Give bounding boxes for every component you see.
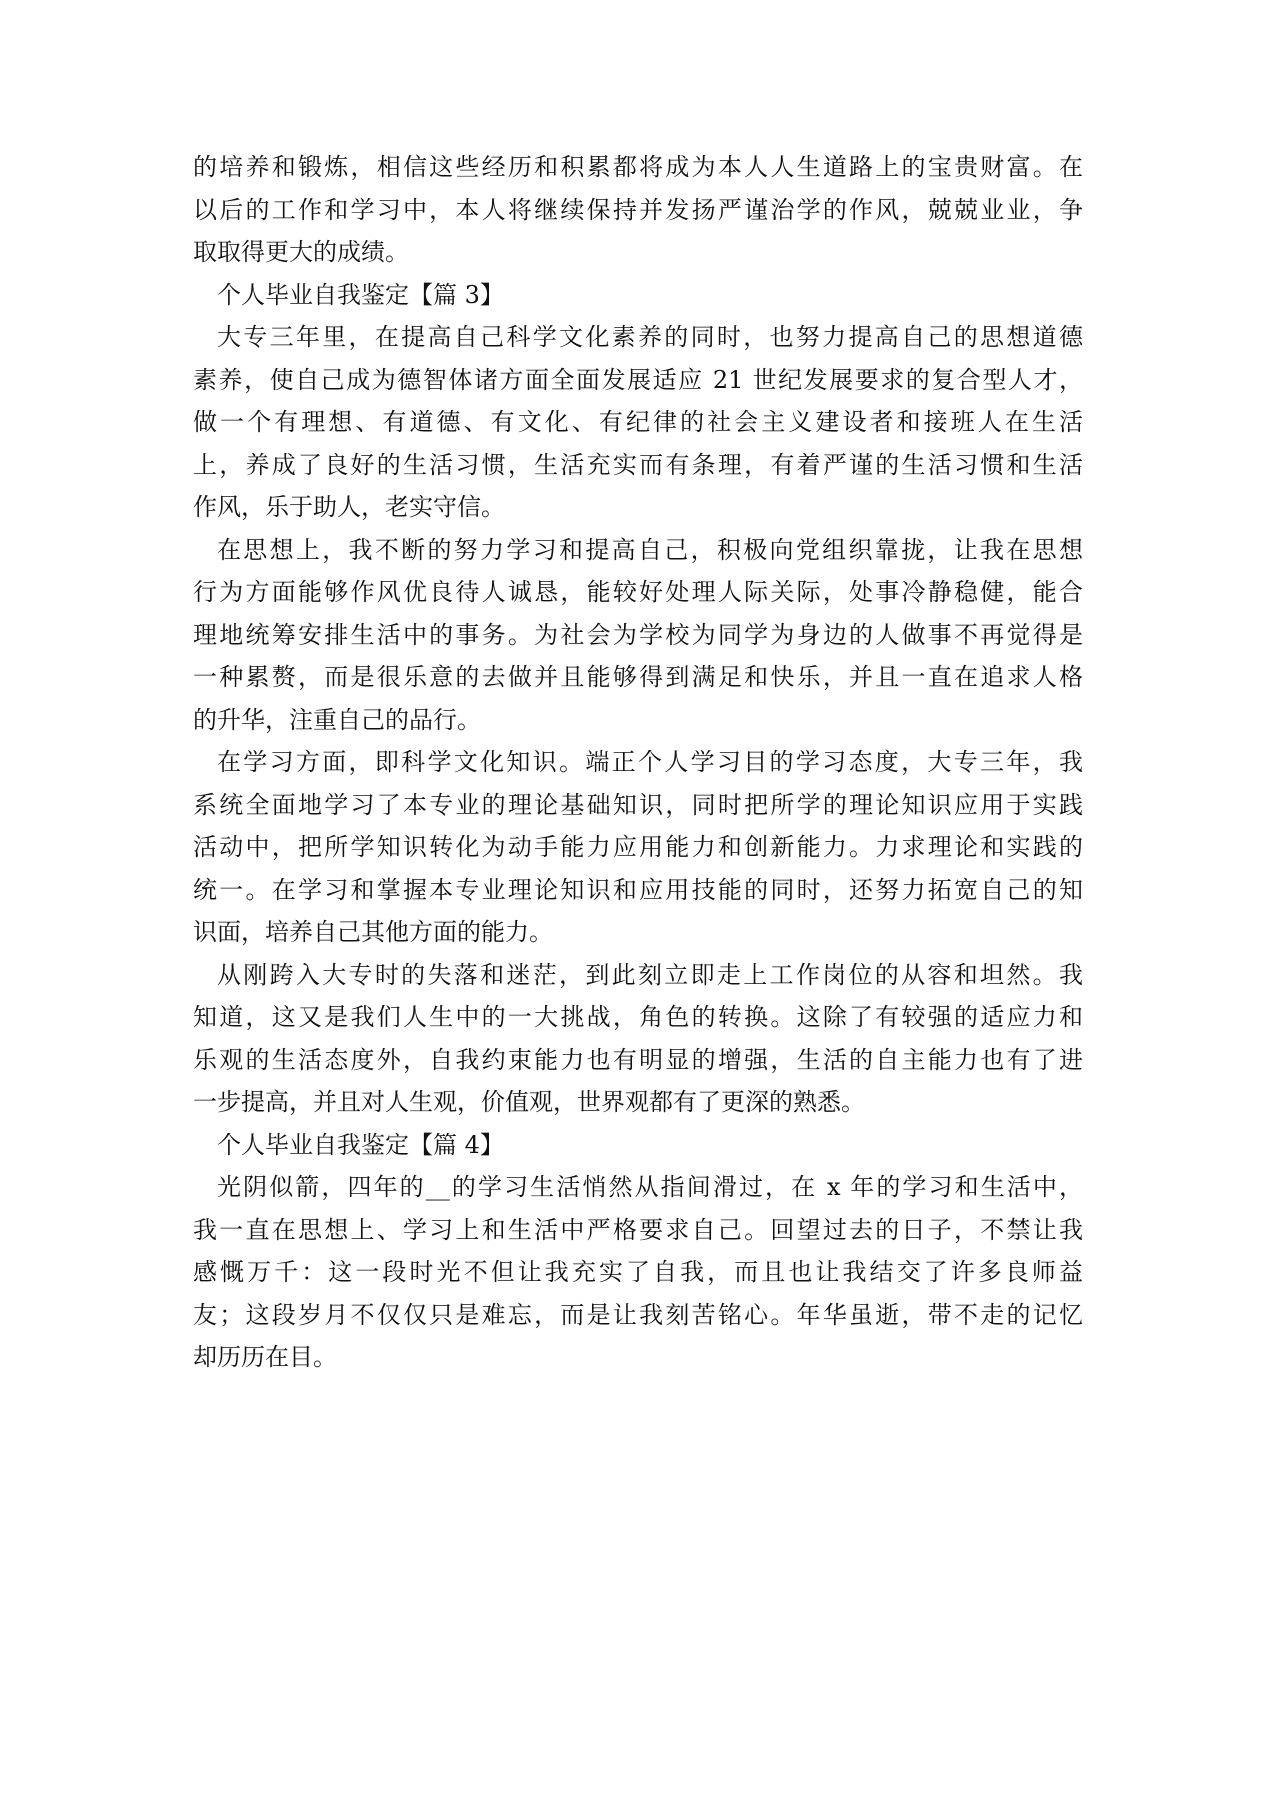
- paragraph: [193, 1166, 1083, 1379]
- paragraph: [193, 316, 1083, 529]
- text-line: 系统全面地学习了本专业的理论基础知识，同时把所学的理论知识应用于实践: [193, 790, 1083, 819]
- text-line: 乐观的生活态度外，自我约束能力也有明显的增强，生活的自主能力也有了进: [193, 1045, 1083, 1074]
- text-line: 在学习方面，即科学文化知识。端正个人学习目的学习态度，大专三年，我: [217, 748, 1083, 776]
- text-line: 的升华，注重自己的品行。: [193, 705, 481, 734]
- text-line: 做一个有理想、有道德、有文化、有纪律的社会主义建设者和接班人在生活: [193, 408, 1083, 436]
- paragraph-continuation: [193, 146, 1083, 274]
- text-line: 理地统筹安排生活中的事务。为社会为学校为同学为身边的人做事不再觉得是: [193, 620, 1083, 649]
- text-line: 一步提高，并且对人生观，价值观，世界观都有了更深的熟悉。: [193, 1088, 865, 1116]
- text-line: 作风，乐于助人，老实守信。: [193, 493, 505, 521]
- section-heading-3: 个人毕业自我鉴定【篇 3】: [217, 280, 504, 309]
- text-line: 却历历在目。: [193, 1343, 337, 1371]
- text-line: 知道，这又是我们人生中的一大挑战，角色的转换。这除了有较强的适应力和: [193, 1003, 1083, 1031]
- text-line: 感慨万千：这一段时光不但让我充实了自我，而且也让我结交了许多良师益: [193, 1258, 1083, 1286]
- text-line: 行为方面能够作风优良待人诚恳，能较好处理人际关际，处事冷静稳健，能合: [193, 578, 1083, 606]
- text-line: 取取得更大的成绩。: [193, 238, 409, 266]
- document-body: [193, 146, 1083, 1379]
- paragraph: [193, 529, 1083, 742]
- text-line: 在思想上，我不断的努力学习和提高自己，积极向党组织靠拢，让我在思想: [217, 535, 1083, 564]
- text-line: 的培养和锻炼，相信这些经历和积累都将成为本人人生道路上的宝贵财富。在: [193, 153, 1083, 181]
- text-line: 从刚跨入大专时的失落和迷茫，到此刻立即走上工作岗位的从容和坦然。我: [217, 960, 1083, 989]
- text-line: 我一直在思想上、学习上和生活中严格要求自己。回望过去的日子，不禁让我: [193, 1215, 1083, 1244]
- text-line: 统一。在学习和掌握本专业理论知识和应用技能的同时，还努力拓宽自己的知: [193, 875, 1083, 904]
- paragraph: [193, 954, 1083, 1124]
- text-line: 识面，培养自己其他方面的能力。: [193, 918, 553, 946]
- paragraph: [193, 741, 1083, 954]
- text-line: 上，养成了良好的生活习惯，生活充实而有条理，有着严谨的生活习惯和生活: [193, 450, 1083, 479]
- text-line: 素养，使自己成为德智体诸方面全面发展适应 21 世纪发展要求的复合型人才，: [193, 365, 1083, 394]
- text-line: 活动中，把所学知识转化为动手能力应用能力和创新能力。力求理论和实践的: [193, 833, 1083, 861]
- text-line: 光阴似箭，四年的__的学习生活悄然从指间滑过，在 x 年的学习和生活中，: [217, 1173, 1083, 1201]
- text-line: 以后的工作和学习中，本人将继续保持并发扬严谨治学的作风，兢兢业业，争: [193, 195, 1083, 224]
- text-line: 友；这段岁月不仅仅只是难忘，而是让我刻苦铭心。年华虽逝，带不走的记忆: [193, 1300, 1083, 1329]
- text-line: 一种累赘，而是很乐意的去做并且能够得到满足和快乐，并且一直在追求人格: [193, 663, 1083, 691]
- section-heading-4: 个人毕业自我鉴定【篇 4】: [217, 1130, 504, 1159]
- text-line: 大专三年里，在提高自己科学文化素养的同时，也努力提高自己的思想道德: [217, 323, 1083, 351]
